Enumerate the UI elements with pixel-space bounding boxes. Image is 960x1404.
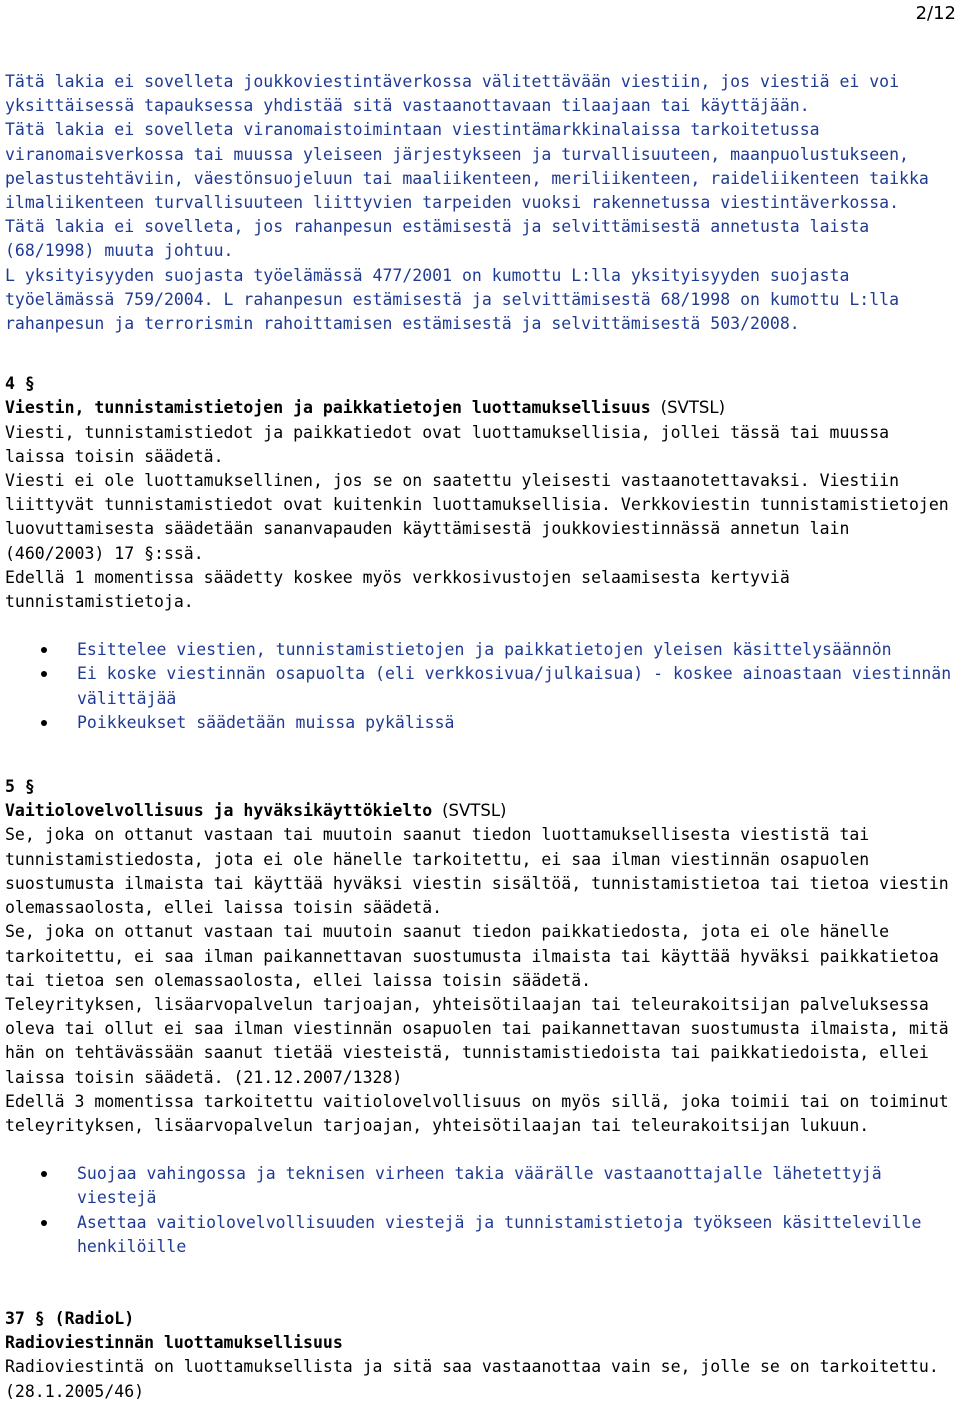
list-item: Esittelee viestien, tunnistamistietojen ja paikkatietojen yleisen käsittelysäännön <box>5 638 957 662</box>
section-5-paragraph: Se, joka on ottanut vastaan tai muutoin saanut tiedon paikkatiedosta, jota ei ole hänelle tarkoitettu, ei saa ilman paikannettavan suostumusta ilmaista tai käyttää hyväksi paikkatietoa tai tietoa sen olemassaolosta, ellei laissa toisin säädetä. <box>5 922 939 990</box>
section-5-heading <box>5 799 957 823</box>
section-4-heading <box>5 396 957 420</box>
section-5-paragraph: Se, joka on ottanut vastaan tai muutoin saanut tiedon luottamuksellisesta viestistä tai tunnistamistiedosta, jota ei ole hänelle tarkoitettu, ei saa ilman viestinnän osapuolen suostumusta ilmaista tai käyttää hyväksi viestin sisältöä, tunnistamistietoa tai tietoa viestin olemassaolosta, ellei laissa toisin säädetä. <box>5 825 949 918</box>
section-5-bullet-list <box>5 1162 957 1259</box>
intro-block <box>5 70 957 336</box>
intro-paragraph-2: Tätä lakia ei sovelleta viranomaistoimintaan viestintämarkkinalaissa tarkoitetussa viranomaisverkossa tai muussa yleiseen järjestykseen ja turvallisuuteen, maanpuolustukseen, pelastustehtäviin, väestönsuojeluun tai maaliikenteen, meriliikenteen, raideliikenteen taikka ilmaliikenteen turvallisuuteen liittyvien tarpeiden vuoksi rakennetussa viestintäverkossa. <box>5 120 929 213</box>
section-4-bullet-list <box>5 638 957 735</box>
section-5-title: Vaitiolovelvollisuus ja hyväksikäyttökielto <box>5 801 433 821</box>
section-5-paragraph: Teleyrityksen, lisäarvopalvelun tarjoajan, yhteisötilaajan tai teleurakoitsijan palveluksessa oleva tai ollut ei saa ilman viestinnän osapuolen tai paikannettavan suostumusta ilmaista, mitä hän on tehtävässään saanut tietää viesteistä, tunnistamistiedoista tai paikkatiedoista, ellei laissa toisin säädetä. (21.12.2007/1328) <box>5 994 949 1087</box>
section-4-paragraph: Viesti ei ole luottamuksellinen, jos se on saatettu yleisesti vastaanotettavaksi. Viestiin liittyvät tunnistamistiedot ovat kuitenkin luottamuksellisia. Verkkoviestin tunnistamistietojen luovuttamisesta säädetään sananvapauden käyttämisestä joukkoviestinnässä annetun lain (460/2003) 17 §:ssä. <box>5 471 949 563</box>
list-item: Asettaa vaitiolovelvollisuuden viestejä ja tunnistamistietoja työkseen käsitteleville henkilöille <box>5 1211 957 1259</box>
section-5-paragraph: Edellä 3 momentissa tarkoitettu vaitiolovelvollisuus on myös sillä, joka toimii tai on toiminut teleyrityksen, lisäarvopalvelun tarjoajan, yhteisötilaajan tai teleurakoitsijan lukuun. <box>5 1091 949 1135</box>
list-item: Poikkeukset säädetään muissa pykälissä <box>5 711 957 735</box>
intro-paragraph-4: L yksityisyyden suojasta työelämässä 477/2001 on kumottu L:lla yksityisyyden suojasta työelämässä 759/2004. L rahanpesun estämisestä ja selvittämisestä 68/1998 on kumottu L:lla rahanpesun ja terrorismin rahoittamisen estämisestä ja selvittämisestä 503/2008. <box>5 265 900 334</box>
section-5-act: (SVTSL) <box>442 801 507 821</box>
section-4-title: Viestin, tunnistamistietojen ja paikkatietojen luottamuksellisuus <box>5 398 651 418</box>
section-5 <box>5 775 957 1259</box>
section-4-act: (SVTSL) <box>660 398 726 418</box>
list-item: Suojaa vahingossa ja teknisen virheen takia väärälle vastaanottajalle lähetettyjä viestejä <box>5 1162 957 1210</box>
section-37-title: Radioviestinnän luottamuksellisuus <box>5 1333 343 1353</box>
section-5-number: 5 § <box>5 777 35 797</box>
section-37 <box>5 1307 957 1404</box>
intro-paragraph-3: Tätä lakia ei sovelleta, jos rahanpesun estämisestä ja selvittämisestä annetusta laista (68/1998) muuta johtuu. <box>5 217 870 261</box>
section-37-heading <box>5 1331 957 1355</box>
page-number: 2/12 <box>915 3 956 24</box>
section-4-paragraph: Edellä 1 momentissa säädetty koskee myös verkkosivustojen selaamisesta kertyviä tunnistamistietoja. <box>5 567 790 612</box>
section-4 <box>5 372 957 735</box>
document-body <box>5 70 957 1404</box>
list-item: Ei koske viestinnän osapuolta (eli verkkosivua/julkaisua) - koskee ainoastaan viestinnän välittäjää <box>5 662 957 710</box>
section-4-paragraph: Viesti, tunnistamistiedot ja paikkatiedot ovat luottamuksellisia, jollei tässä tai muussa laissa toisin säädetä. <box>5 422 890 466</box>
section-37-paragraph: Radioviestintä on luottamuksellista ja sitä saa vastaanottaa vain se, jolle se on tarkoitettu. (28.1.2005/46) <box>5 1357 939 1401</box>
intro-paragraph-1: Tätä lakia ei sovelleta joukkoviestintäverkossa välitettävään viestiin, jos viestiä ei voi yksittäisessä tapauksessa yhdistää sitä vastaanottavaan tilaajaan tai käyttäjään. <box>5 72 900 116</box>
section-4-number: 4 § <box>5 374 35 394</box>
section-37-number: 37 § (RadioL) <box>5 1308 135 1328</box>
